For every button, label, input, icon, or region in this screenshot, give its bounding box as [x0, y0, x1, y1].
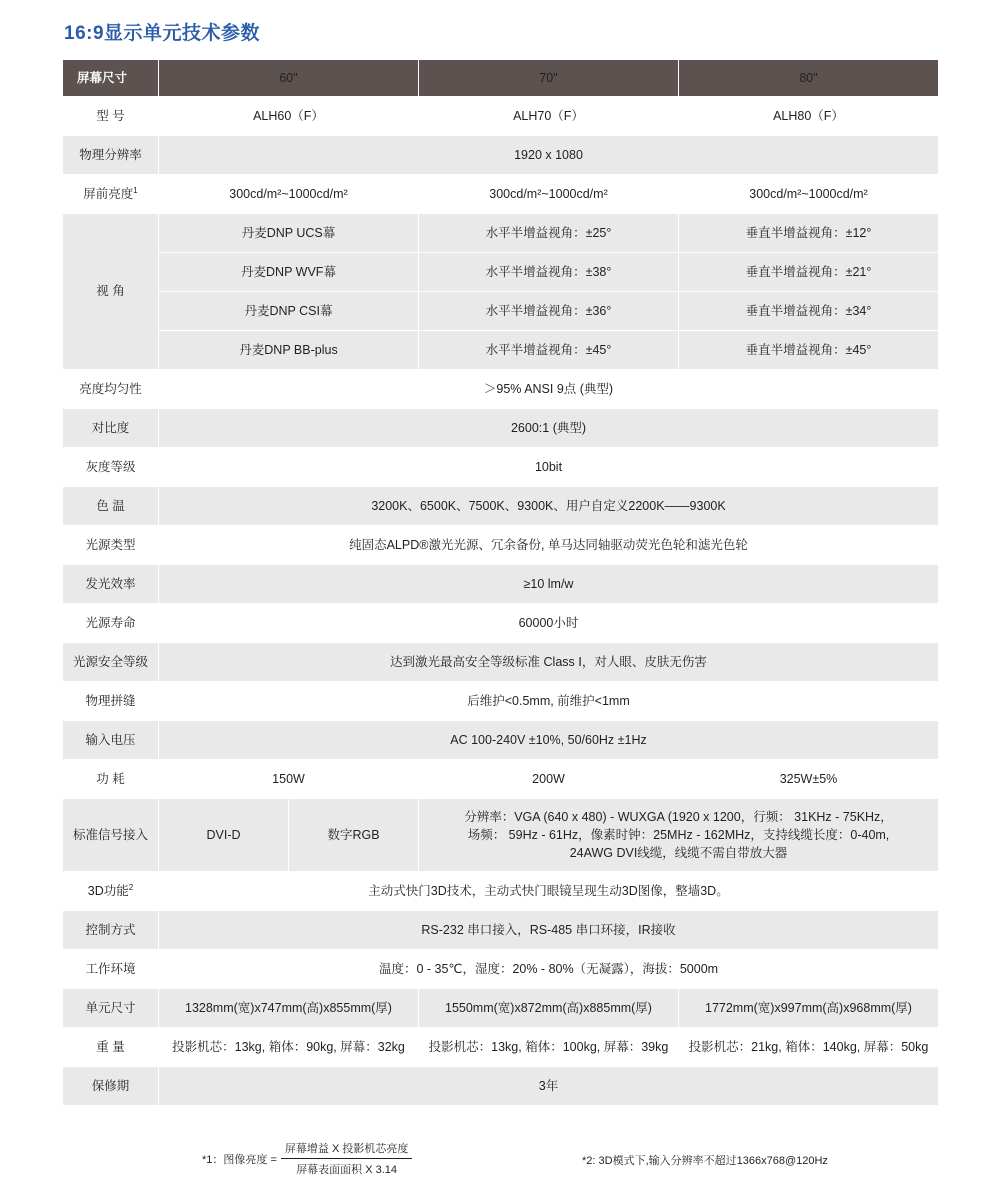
model-80: ALH80（F） [679, 97, 939, 136]
table-row-resolution [63, 136, 939, 175]
row-label-contrast: 对比度 [63, 409, 159, 448]
row-label-grayscale: 灰度等级 [63, 448, 159, 487]
row-label-warranty: 保修期 [63, 1067, 159, 1106]
voltage-value: AC 100-240V ±10%, 50/60Hz ±1Hz [159, 721, 939, 760]
seam-value: 后维护<0.5mm, 前维护<1mm [159, 682, 939, 721]
table-row-lifetime [63, 604, 939, 643]
viewangle-h-3: 水平半增益视角：±36° [419, 292, 679, 331]
brightness-80: 300cd/m²~1000cd/m² [679, 175, 939, 214]
table-row-viewangle-3 [63, 292, 939, 331]
row-label-uniformity: 亮度均匀性 [63, 370, 159, 409]
table-row-grayscale [63, 448, 939, 487]
table-row-uniformity [63, 370, 939, 409]
row-label-voltage: 输入电压 [63, 721, 159, 760]
viewangle-h-2: 水平半增益视角：±38° [419, 253, 679, 292]
table-header-row [63, 60, 939, 97]
spec-table [62, 59, 939, 1106]
row-label-viewangle: 视 角 [63, 214, 159, 370]
table-row-weight [63, 1028, 939, 1067]
header-size-60: 60" [159, 60, 419, 97]
power-80: 325W±5% [679, 760, 939, 799]
row-label-efficiency: 发光效率 [63, 565, 159, 604]
control-value: RS-232 串口接入，RS-485 串口环接，IR接收 [159, 911, 939, 950]
model-70: ALH70（F） [419, 97, 679, 136]
signal-detail-line-1: 分辨率：VGA (640 x 480) - WUXGA (1920 x 1200，行频： 31KHz - 75KHz， [464, 809, 893, 824]
viewangle-v-2: 垂直半增益视角：±21° [679, 253, 939, 292]
table-row-safety [63, 643, 939, 682]
row-label-dimensions: 单元尺寸 [63, 989, 159, 1028]
row-label-brightness [63, 175, 159, 214]
signal-dvi: DVI-D [159, 799, 289, 872]
row-label-environment: 工作环境 [63, 950, 159, 989]
table-row-signal [63, 799, 939, 872]
table-row-model [63, 97, 939, 136]
signal-detail-line-2: 场频： 59Hz - 61Hz，像素时钟：25MHz - 162MHz，支持线缆长度：0-40m, [467, 827, 890, 842]
weight-70: 投影机芯：13kg, 箱体：100kg, 屏幕：39kg [419, 1028, 679, 1067]
row-label-model: 型 号 [63, 97, 159, 136]
row-label-lifetime: 光源寿命 [63, 604, 159, 643]
viewangle-screen-1: 丹麦DNP UCS幕 [159, 214, 419, 253]
power-60: 150W [159, 760, 419, 799]
row-label-safety: 光源安全等级 [63, 643, 159, 682]
row-label-lightsource: 光源类型 [63, 526, 159, 565]
dimensions-60: 1328mm(宽)x747mm(高)x855mm(厚) [159, 989, 419, 1028]
table-row-contrast [63, 409, 939, 448]
threed-value: 主动式快门3D技术，主动式快门眼镜呈现生动3D图像，整墙3D。 [159, 872, 939, 911]
signal-rgb: 数字RGB [289, 799, 419, 872]
resolution-value: 1920 x 1080 [159, 136, 939, 175]
header-label: 屏幕尺寸 [63, 60, 159, 97]
row-label-control: 控制方式 [63, 911, 159, 950]
threed-footnote-marker: 2 [128, 882, 134, 892]
table-row-lightsource [63, 526, 939, 565]
row-label-weight: 重 量 [63, 1028, 159, 1067]
footnote-1-formula [281, 1140, 412, 1177]
model-60: ALH60（F） [159, 97, 419, 136]
viewangle-h-4: 水平半增益视角：±45° [419, 331, 679, 370]
colortemp-value: 3200K、6500K、7500K、9300K、用户自定义2200K——9300K [159, 487, 939, 526]
footnote-2: *2: 3D模式下,输入分辨率不超过1366x768@120Hz [582, 1155, 828, 1167]
lifetime-value: 60000小时 [159, 604, 939, 643]
uniformity-value: ＞95% ANSI 9点 (典型) [159, 370, 939, 409]
table-row-efficiency [63, 565, 939, 604]
viewangle-screen-2: 丹麦DNP WVF幕 [159, 253, 419, 292]
header-size-70: 70" [419, 60, 679, 97]
brightness-70: 300cd/m²~1000cd/m² [419, 175, 679, 214]
table-row-voltage [63, 721, 939, 760]
row-label-resolution: 物理分辨率 [63, 136, 159, 175]
page-title: 16:9显示单元技术参数 [64, 23, 261, 44]
table-row-viewangle-2 [63, 253, 939, 292]
table-row-viewangle-4 [63, 331, 939, 370]
viewangle-v-1: 垂直半增益视角：±12° [679, 214, 939, 253]
threed-label-text: 3D功能 [87, 884, 129, 899]
signal-detail [419, 799, 939, 872]
header-size-80: 80" [679, 60, 939, 97]
contrast-value: 2600:1 (典型) [159, 409, 939, 448]
table-row-colortemp [63, 487, 939, 526]
efficiency-value: ≥10 lm/w [159, 565, 939, 604]
weight-80: 投影机芯：21kg, 箱体：140kg, 屏幕：50kg [679, 1028, 939, 1067]
row-label-power: 功 耗 [63, 760, 159, 799]
footnote-1-denominator: 屏幕表面面积 X 3.14 [296, 1164, 398, 1176]
table-row-brightness [63, 175, 939, 214]
viewangle-h-1: 水平半增益视角：±25° [419, 214, 679, 253]
dimensions-70: 1550mm(宽)x872mm(高)x885mm(厚) [419, 989, 679, 1028]
viewangle-v-3: 垂直半增益视角：±34° [679, 292, 939, 331]
lightsource-value: 纯固态ALPD®激光光源、冗余备份, 单马达同轴驱动荧光色轮和滤光色轮 [159, 526, 939, 565]
dimensions-80: 1772mm(宽)x997mm(高)x968mm(厚) [679, 989, 939, 1028]
footnote-1-numerator: 屏幕增益 X 投影机芯亮度 [281, 1140, 412, 1159]
footnotes [62, 1132, 938, 1192]
table-row-control [63, 911, 939, 950]
footnote-1-lead: *1：图像亮度 = [202, 1153, 277, 1166]
safety-value: 达到激光最高安全等级标准 Class Ⅰ，对人眼、皮肤无伤害 [159, 643, 939, 682]
viewangle-screen-3: 丹麦DNP CSI幕 [159, 292, 419, 331]
table-row-viewangle-1 [63, 214, 939, 253]
signal-detail-line-3: 24AWG DVI线缆，线缆不需自带放大器 [569, 846, 788, 861]
weight-60: 投影机芯：13kg, 箱体：90kg, 屏幕：32kg [159, 1028, 419, 1067]
row-label-colortemp: 色 温 [63, 487, 159, 526]
table-row-3d [63, 872, 939, 911]
brightness-label-text: 屏前亮度 [83, 187, 134, 202]
warranty-value: 3年 [159, 1067, 939, 1106]
footnote-1 [202, 1140, 412, 1177]
table-row-warranty [63, 1067, 939, 1106]
row-label-3d [63, 872, 159, 911]
environment-value: 温度：0 - 35℃，湿度：20% - 80%（无凝露），海拔：5000m [159, 950, 939, 989]
table-row-dimensions [63, 989, 939, 1028]
table-row-power [63, 760, 939, 799]
table-row-environment [63, 950, 939, 989]
table-row-seam [63, 682, 939, 721]
viewangle-screen-4: 丹麦DNP BB-plus [159, 331, 419, 370]
row-label-signal: 标准信号接入 [63, 799, 159, 872]
brightness-footnote-marker: 1 [133, 185, 138, 195]
brightness-60: 300cd/m²~1000cd/m² [159, 175, 419, 214]
power-70: 200W [419, 760, 679, 799]
viewangle-v-4: 垂直半增益视角：±45° [679, 331, 939, 370]
grayscale-value: 10bit [159, 448, 939, 487]
row-label-seam: 物理拼缝 [63, 682, 159, 721]
